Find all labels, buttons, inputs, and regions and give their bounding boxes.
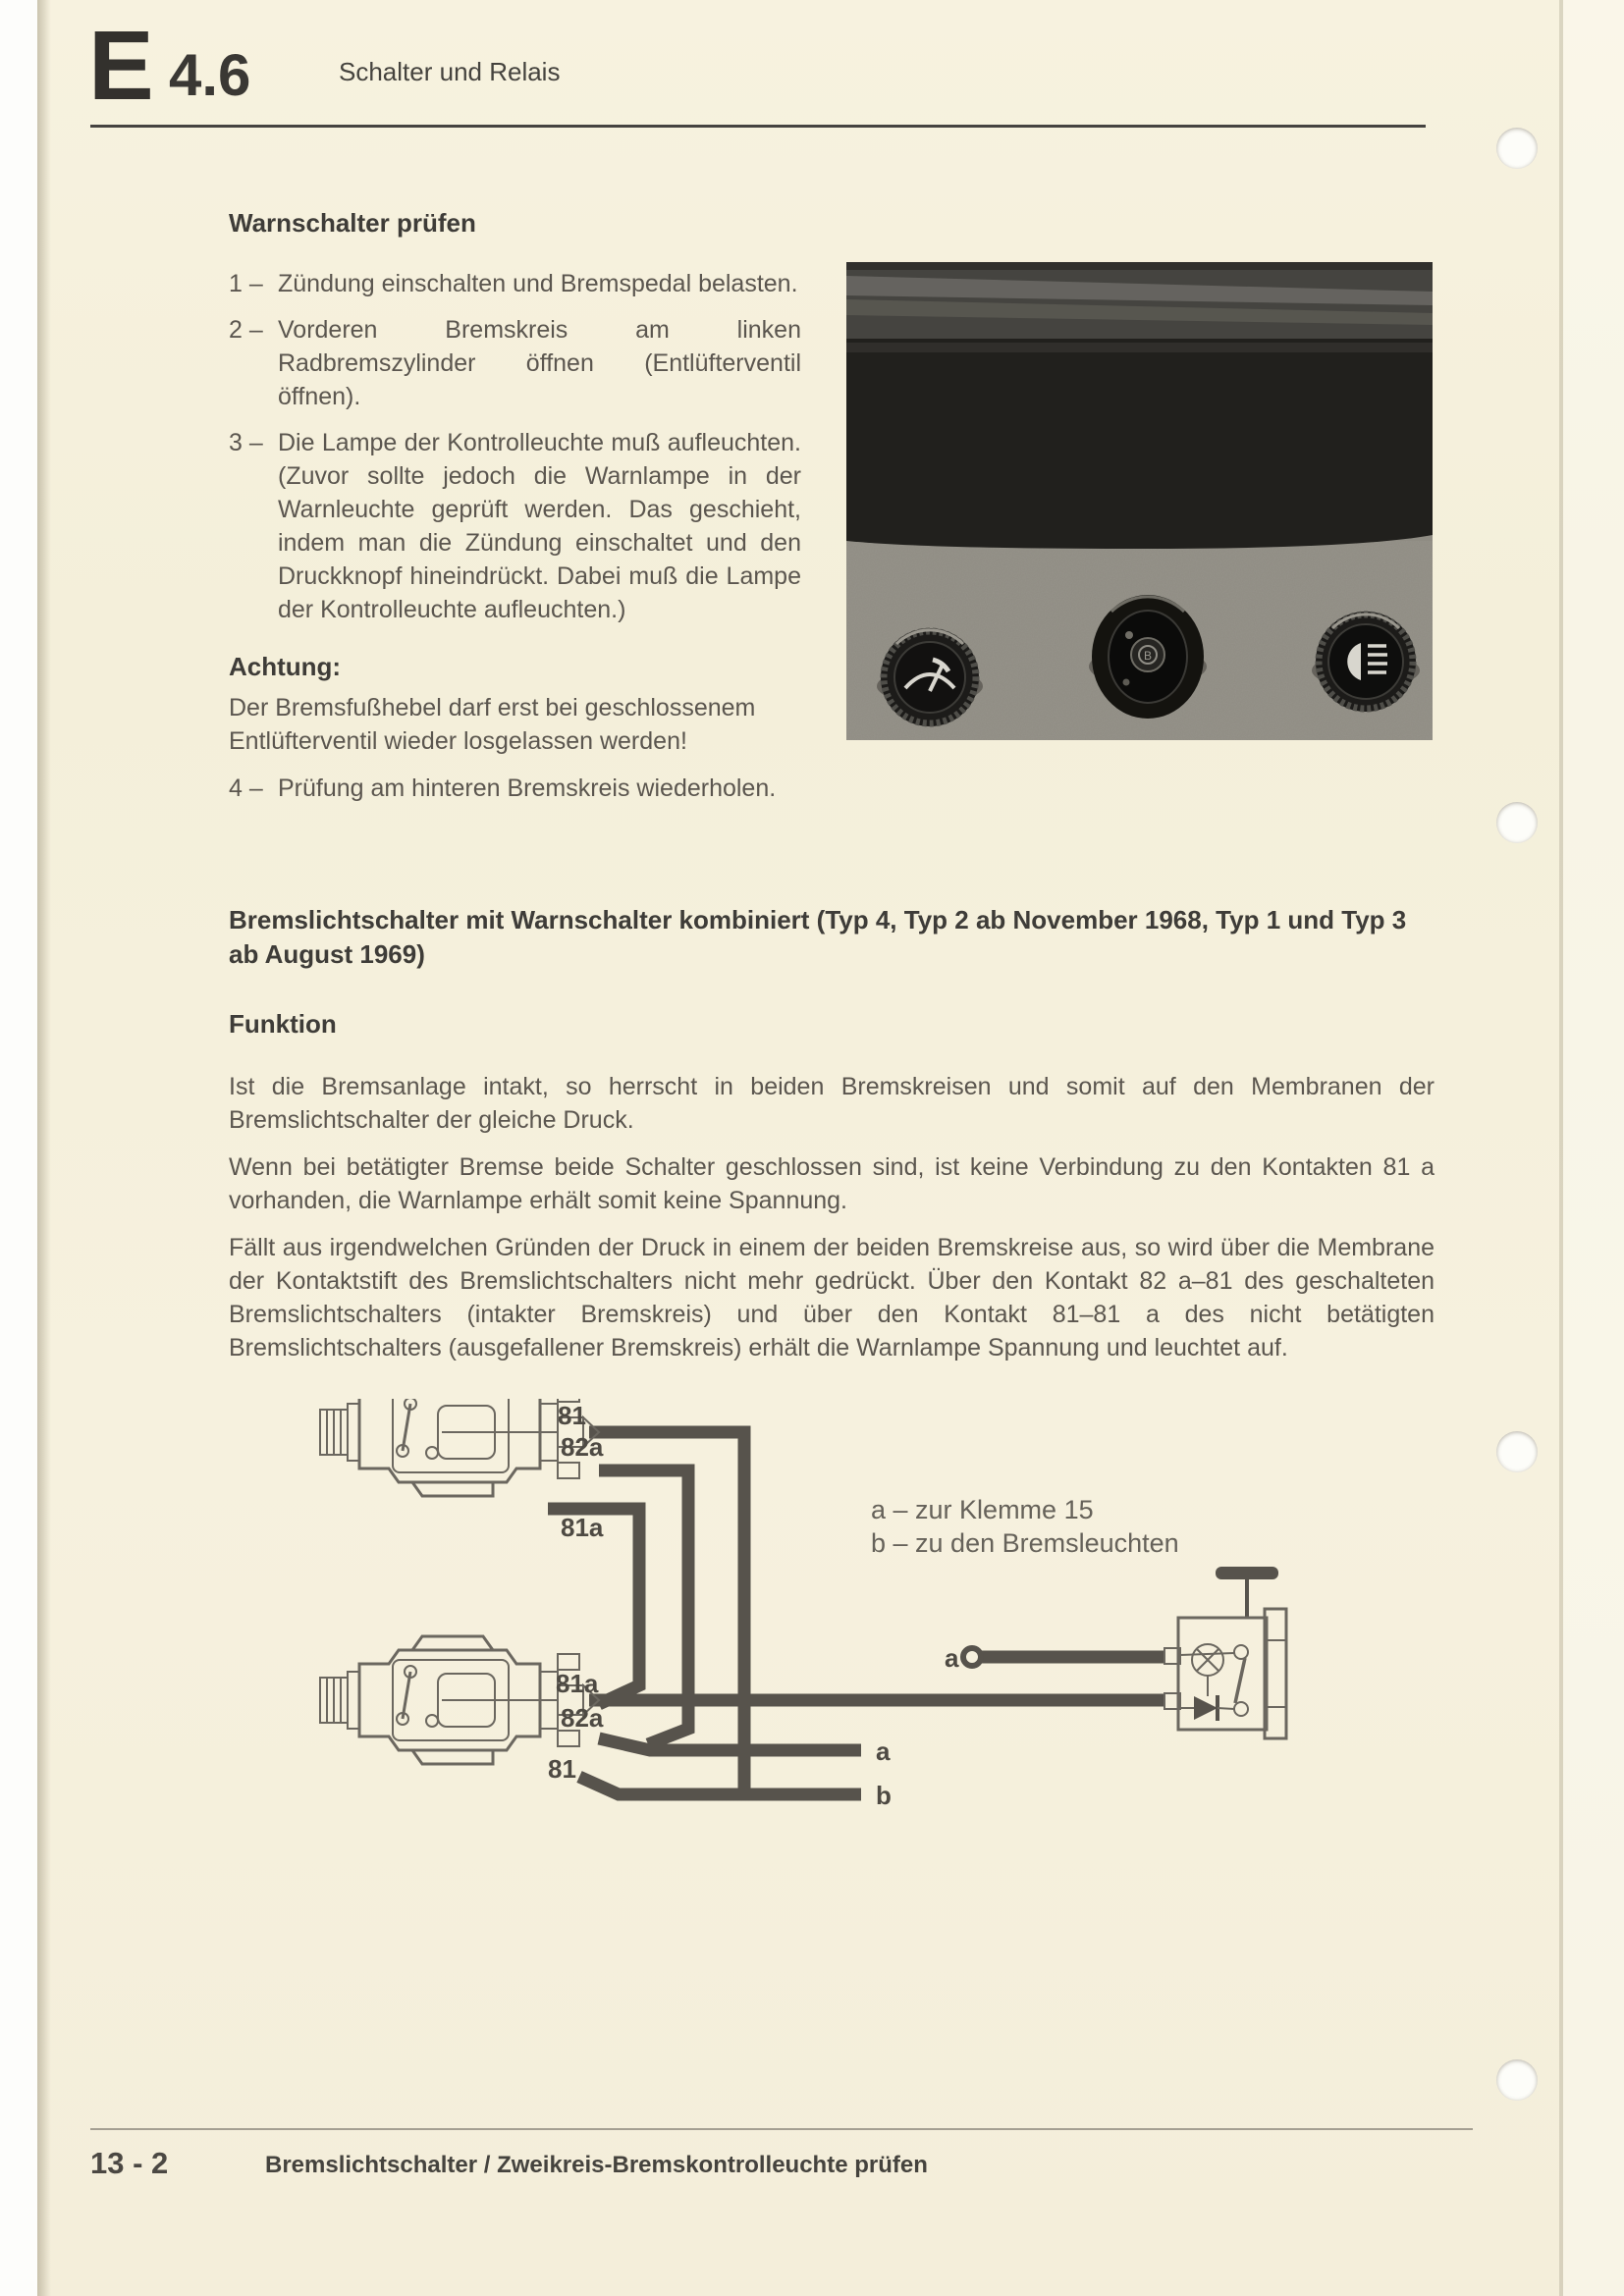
- diagram-wires: [548, 1432, 1164, 1794]
- photo-pad-highlight: [846, 343, 1433, 352]
- lamp-wire-label: a: [945, 1643, 959, 1673]
- diode-symbol: [1194, 1696, 1218, 1720]
- section-heading: Bremslichtschalter mit Warnschalter kombiniert (Typ 4, Typ 2 ab November 1968, Typ 1 und Typ 3 ab August 1969): [229, 905, 1407, 969]
- list-text: Zündung einschalten und Bremspedal belasten.: [278, 270, 798, 297]
- body-paragraph: Wenn bei betätigter Bremse beide Schalter geschlossen sind, ist keine Verbindung zu den Kontakten 81 a vorhanden, die Warnlampe erhält somit keine Spannung.: [229, 1153, 1435, 1214]
- punch-hole: [1496, 128, 1538, 169]
- attention-heading: Achtung:: [229, 652, 342, 681]
- brake-light-switch-bottom: [320, 1636, 599, 1764]
- list-text: Vorderen Bremskreis am linken Radbremszylinder öffnen (Entlüfterventil öffnen).: [278, 316, 801, 410]
- section-code-letter: E: [88, 11, 152, 121]
- chapter-title: Schalter und Relais: [339, 57, 561, 86]
- punch-hole: [1496, 802, 1538, 843]
- list-marker: 3 –: [229, 429, 263, 456]
- section-code-number: 4.6: [169, 42, 251, 108]
- svg-text:B: B: [1143, 649, 1153, 663]
- punch-hole: [1496, 2059, 1538, 2101]
- footer-caption: Bremslichtschalter / Zweikreis-Bremskontrolleuchte prüfen: [265, 2152, 928, 2178]
- page-number: 13 - 2: [90, 2146, 169, 2180]
- list-text: Prüfung am hinteren Bremskreis wiederholen.: [278, 774, 777, 802]
- photo-dash-pad: [846, 339, 1433, 549]
- wire-label-a: a: [876, 1736, 891, 1766]
- list-item: [229, 426, 801, 626]
- subsection-heading: Warnschalter prüfen: [229, 208, 476, 238]
- punch-hole: [1496, 1431, 1538, 1472]
- page-edge-shadow: [37, 0, 51, 2296]
- list-marker: 1 –: [229, 270, 263, 297]
- terminal-label: 81: [558, 1401, 586, 1430]
- eyelet-connector: [963, 1648, 981, 1666]
- list-text: Die Lampe der Kontrolleuchte muß aufleuchten. (Zuvor sollte jedoch die Warnlampe in der Warnleuchte geprüft werden. Das geschieht, indem man die Zündung einschaltet und den Druckknopf hineindrückt. Dabei muß die Lampe der Kontrolleuchte aufleuchten.): [278, 429, 801, 623]
- scan-background-left: [0, 0, 37, 2296]
- legend-line-b: b – zu den Bremsleuchten: [871, 1528, 1179, 1558]
- terminal-label: 82a: [561, 1432, 604, 1462]
- attention-text: Der Bremsfußhebel darf erst bei geschlossenem Entlüfterventil wieder losgelassen werden!: [229, 694, 756, 755]
- push-button-handle: [1216, 1567, 1278, 1579]
- page-edge-highlight: [1563, 0, 1624, 2296]
- wire-label-b: b: [876, 1781, 892, 1810]
- list-marker: 4 –: [229, 774, 263, 802]
- list-item: [229, 313, 801, 413]
- wiring-diagram: [295, 1399, 1355, 1841]
- terminal-label: 81: [548, 1754, 576, 1784]
- header-rule: [90, 125, 1426, 128]
- list-item: [229, 267, 801, 300]
- combined-section: [229, 903, 1435, 1378]
- list-item: [229, 772, 801, 805]
- left-text-column: [229, 206, 801, 818]
- funktion-heading: Funktion: [229, 1009, 337, 1039]
- terminal-label: 81a: [561, 1513, 604, 1542]
- warning-lamp-unit: [1164, 1567, 1286, 1738]
- terminal-label: 82a: [561, 1703, 604, 1733]
- body-paragraph: Ist die Bremsanlage intakt, so herrscht in beiden Bremskreisen und somit auf den Membranen der Bremslichtschalter der gleiche Druck.: [229, 1073, 1435, 1134]
- legend-line-a: a – zur Klemme 15: [871, 1495, 1094, 1524]
- terminal-label: 81a: [556, 1669, 599, 1698]
- footer-rule: [90, 2128, 1473, 2130]
- photo-top-edge: [846, 262, 1433, 270]
- dashboard-photo: [846, 262, 1433, 740]
- list-marker: 2 –: [229, 316, 263, 344]
- body-paragraph: Fällt aus irgendwelchen Gründen der Druck in einem der beiden Bremskreise aus, so wird über die Membrane der Kontaktstift des Bremslichtschalters nicht mehr gedrückt. Über den Kontakt 82 a–81 des geschalteten Bremslichtschalters (intakter Bremskreis) und über den Kontakt 81–81 a des nicht betätigten Bremslichtschalters (ausgefallener Bremskreis) erhält die Warnlampe Spannung und leuchtet auf.: [229, 1234, 1435, 1362]
